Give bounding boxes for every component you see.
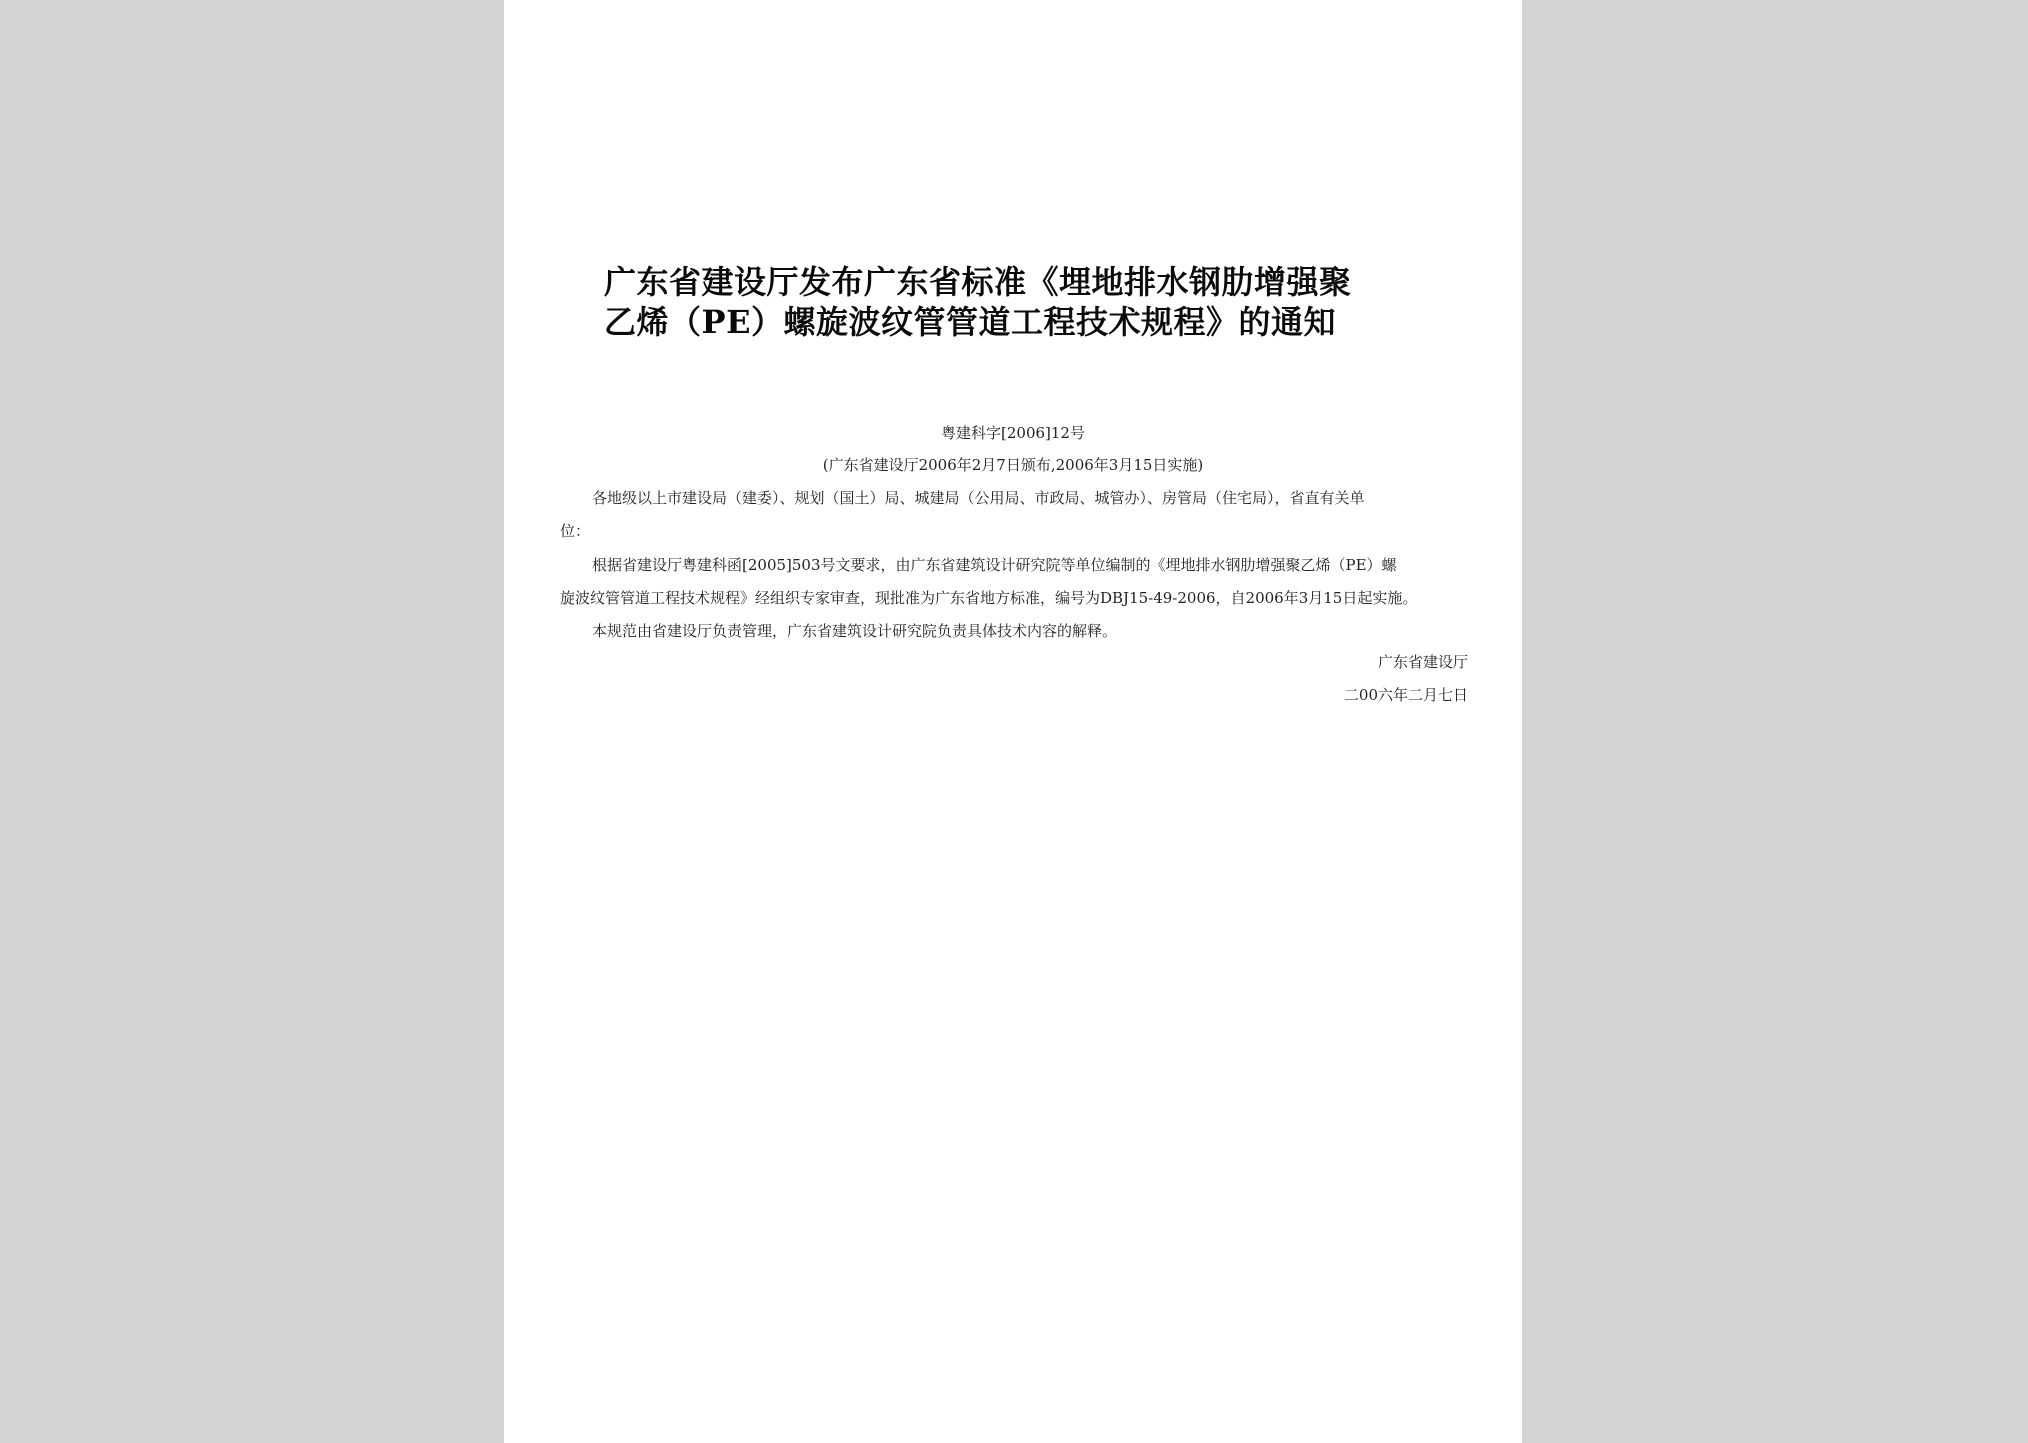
document-number: 粤建科字[2006]12号 [941, 424, 1085, 442]
paragraph-line: 旋波纹管管道工程技术规程》经组织专家审查，现批准为广东省地方标准，编号为DBJ15-49-2006，自2006年3月15日起实施。 [560, 589, 1418, 607]
signature-organization: 广东省建设厅 [1377, 653, 1468, 671]
paragraph-line: 根据省建设厅粤建科函[2005]503号文要求，由广东省建筑设计研究院等单位编制的《埋地排水钢肋增强聚乙烯（PE）螺 [592, 556, 1397, 574]
paragraph-addressees [560, 482, 1470, 548]
paragraph-management [560, 615, 1470, 648]
document-dates: (广东省建设厅2006年2月7日颁布,2006年3月15日实施) [822, 456, 1204, 474]
paragraph-line: 位： [560, 522, 591, 540]
document-page [504, 0, 1522, 1443]
page-title [604, 262, 1484, 342]
paragraph-line: 各地级以上市建设局（建委）、规划（国土）局、城建局（公用局、市政局、城管办）、房管局（住宅局），省直有关单 [592, 489, 1365, 507]
signature-date: 二00六年二月七日 [1343, 686, 1468, 704]
paragraph-line: 本规范由省建设厅负责管理，广东省建筑设计研究院负责具体技术内容的解释。 [592, 622, 1118, 640]
paragraph-approval [560, 549, 1470, 615]
title-line-1: 广东省建设厅发布广东省标准《埋地排水钢肋增强聚 [604, 263, 1352, 301]
title-line-2: 乙烯（PE）螺旋波纹管管道工程技术规程》的通知 [604, 303, 1336, 341]
